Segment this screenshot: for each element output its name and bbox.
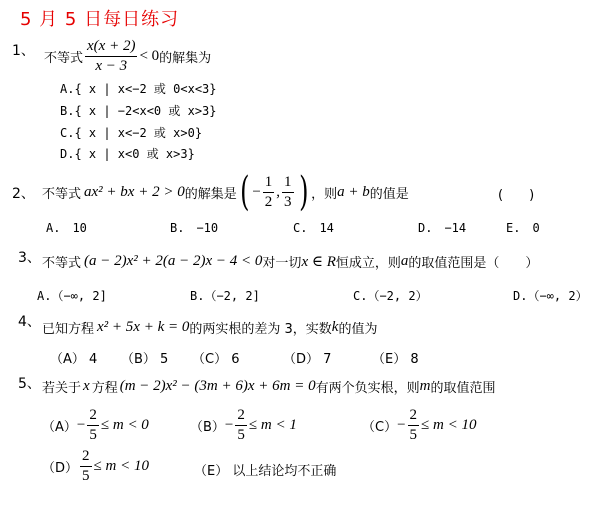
q5-stem (42, 377, 495, 396)
q5-option-c-neg: − (397, 417, 406, 433)
q5-option-a-den: 5 (89, 427, 97, 443)
q5-option-c-rest: ≤ m < 10 (421, 417, 477, 433)
q1-number: 1、 (12, 43, 35, 59)
q2-fraction-1 (263, 174, 275, 211)
q4-stem (42, 318, 377, 337)
q1-option-a: A.{ x | x<−2 或 0<x<3} (60, 82, 217, 96)
q2-tail-2: 的值是 (369, 186, 409, 202)
q5-option-a-neg: − (76, 417, 86, 433)
q1-option-c: C.{ x | x<−2 或 x>0} (60, 126, 203, 140)
q2-neg-sign: − (252, 183, 261, 200)
q5-option-d-den: 5 (82, 468, 90, 484)
q5-option-a-label: （A） (42, 420, 77, 435)
q5-option-d-fraction (80, 448, 92, 485)
q5-option-c-num: 2 (408, 407, 420, 426)
q4-number: 4、 (18, 314, 41, 330)
q3-stem (42, 252, 538, 271)
q5-option-a-rest: ≤ m < 0 (100, 417, 149, 433)
q1-relation: < 0 (139, 48, 160, 64)
q5-tail: 的取值范围 (430, 381, 496, 396)
q2-fraction-1-num: 1 (263, 174, 275, 193)
q5-mid-1: 方程 (91, 381, 118, 396)
q1-fraction-denominator: x − 3 (95, 58, 128, 74)
q4-option-d: （D） 7 (283, 352, 332, 367)
q5-option-b-rest: ≤ m < 1 (248, 417, 297, 433)
q4-option-c: （C） 6 (192, 352, 240, 367)
q4-expression: x² + 5x + k = 0 (97, 319, 190, 335)
q3-option-a: A.（−∞, 2] (37, 289, 107, 303)
q5-option-b-fraction (235, 407, 247, 444)
q5-option-e: （E） 以上结论均不正确 (194, 464, 337, 479)
q2-a-plus-b: a + b (337, 183, 370, 200)
q3-expression: (a − 2)x² + 2(a − 2)x − 4 < 0 (84, 253, 263, 269)
q5-option-d-label: （D） (42, 461, 79, 476)
q2-comma: , (276, 183, 281, 200)
q5-option-a (42, 407, 149, 444)
q2-fraction-2-num: 1 (282, 174, 294, 193)
q1-prefix: 不等式 (44, 51, 84, 66)
q5-option-a-fraction (87, 407, 99, 444)
q5-var-x: x (83, 378, 90, 394)
q3-option-d: D.（−∞, 2） (513, 289, 588, 303)
q5-option-c-fraction (408, 407, 420, 444)
q5-prefix: 若关于 (42, 381, 82, 396)
q1-stem (44, 38, 211, 75)
q5-option-b-neg: − (224, 417, 234, 433)
q5-option-c (362, 407, 476, 444)
q3-tail-1: 恒成立，则 (335, 256, 401, 271)
q5-mid-2: 有两个负实根，则 (315, 381, 420, 396)
q2-left-paren: ( (239, 169, 250, 215)
q2-answer-blank: ( ) (498, 188, 535, 203)
q2-number: 2、 (12, 186, 35, 202)
q1-fraction (85, 38, 137, 75)
q5-option-b (190, 407, 297, 444)
q4-option-a: （A） 4 (50, 352, 98, 367)
q2-fraction-2 (282, 174, 294, 211)
q2-right-paren: ) (298, 169, 309, 215)
q4-tail: 的值为 (338, 322, 378, 337)
q5-option-c-den: 5 (409, 427, 418, 443)
q2-fraction-2-den: 3 (284, 193, 292, 210)
q1-option-d: D.{ x | x<0 或 x>3} (60, 147, 195, 161)
q5-option-d-num: 2 (80, 448, 92, 467)
q2-fraction-1-den: 2 (264, 193, 273, 210)
q5-option-a-num: 2 (87, 407, 99, 426)
q5-number: 5、 (18, 376, 41, 392)
q3-number: 3、 (18, 250, 41, 266)
q3-condition: x ∈ R (301, 254, 336, 270)
q4-mid: 的两实根的差为 3，实数 (189, 322, 332, 337)
q2-option-e: E. 0 (506, 221, 540, 235)
q3-option-b: B.（−2, 2] (190, 289, 260, 303)
q4-prefix: 已知方程 (42, 322, 95, 337)
q2-expression: ax² + bx + 2 > 0 (84, 183, 185, 200)
q5-option-b-num: 2 (235, 407, 247, 426)
q2-tail-1: ，则 (311, 186, 338, 202)
q2-mid: 的解集是 (184, 186, 237, 202)
q5-option-d (42, 448, 149, 485)
q2-option-c: C. 14 (293, 221, 334, 235)
page-title: 5 月 5 日每日练习 (20, 9, 180, 30)
q4-option-b: （B） 5 (121, 352, 169, 367)
q3-variable: a (400, 253, 409, 269)
q1-suffix: 的解集为 (159, 51, 212, 66)
q2-stem (42, 169, 409, 215)
q4-variable: k (331, 319, 339, 335)
q1-option-b: B.{ x | −2<x<0 或 x>3} (60, 104, 217, 118)
q1-fraction-numerator: x(x + 2) (85, 38, 137, 57)
q5-option-b-den: 5 (237, 427, 245, 443)
q2-prefix: 不等式 (42, 186, 82, 202)
q5-option-c-label: （C） (362, 420, 398, 435)
q3-mid: 对一切 (262, 256, 302, 271)
q2-option-d: D. −14 (418, 221, 467, 235)
q3-tail-2: 的取值范围是（ ） (408, 256, 539, 271)
q5-option-d-rest: ≤ m < 10 (93, 458, 149, 474)
q2-option-a: A. 10 (46, 221, 87, 235)
q5-var-m: m (419, 378, 431, 394)
q2-option-b: B. −10 (170, 221, 219, 235)
q5-expression: (m − 2)x² − (3m + 6)x + 6m = 0 (119, 378, 316, 394)
q5-option-b-label: （B） (190, 420, 225, 435)
q3-prefix: 不等式 (42, 256, 82, 271)
q4-option-e: （E） 8 (372, 352, 419, 367)
q3-option-c: C.（−2, 2） (353, 289, 428, 303)
